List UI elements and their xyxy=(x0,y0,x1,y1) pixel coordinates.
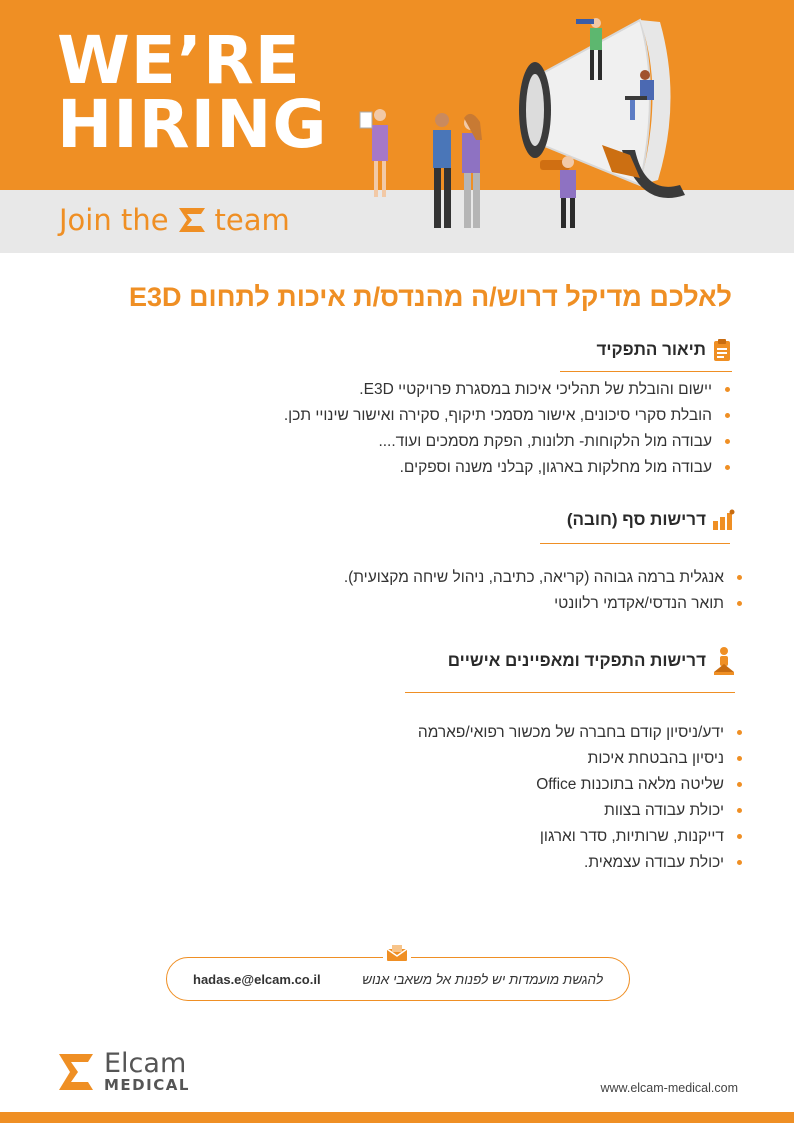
list-item: אנגלית ברמה גבוהה (קריאה, כתיבה, ניהול שיחה מקצועית). xyxy=(264,568,744,587)
list-item: יכולת עבודה בצוות xyxy=(264,801,744,820)
list-item: ידע/ניסיון קודם בחברה של מכשור רפואי/פארמה xyxy=(264,723,744,742)
role-description-list xyxy=(262,380,732,484)
list-item: שליטה מלאה בתוכנות Office xyxy=(264,775,744,794)
megaphone-team-illustration xyxy=(340,0,794,253)
elcam-e-icon xyxy=(177,205,207,235)
contact-text: להגשת מועמדות יש לפנות אל משאבי אנוש xyxy=(362,971,603,987)
section-divider xyxy=(560,371,732,372)
hiring-headline xyxy=(57,22,328,163)
list-item: ניסיון בהבטחת איכות xyxy=(264,749,744,768)
list-item: דייקנות, שרותיות, סדר וארגון xyxy=(264,827,744,846)
list-item: הובלת סקרי סיכונים, אישור מסמכי תיקוף, סקירה ואישור שינויי תכן. xyxy=(262,406,732,425)
headline-line-2: HIRING xyxy=(57,86,328,163)
list-item: עבודה מול מחלקות בארגון, קבלני משנה וספקים. xyxy=(262,458,732,477)
role-description-title: תיאור התפקיד xyxy=(596,340,706,359)
list-item: יכולת עבודה עצמאית. xyxy=(264,853,744,872)
list-item: יישום והובלת של תהליכי איכות במסגרת פרויקטיי E3D. xyxy=(262,380,732,399)
requirements-heading xyxy=(567,509,736,531)
bottom-accent-bar xyxy=(0,1112,794,1123)
logo-sub: MEDICAL xyxy=(104,1076,190,1094)
elcam-medical-logo xyxy=(57,1048,190,1094)
role-description-heading xyxy=(597,338,733,362)
person-icon xyxy=(712,646,736,676)
contact-email-link[interactable]: hadas.e@elcam.co.il xyxy=(193,971,321,987)
section-divider xyxy=(405,692,735,693)
job-title: לאלכם מדיקל דרוש/ה מהנדס/ת איכות לתחום E3D xyxy=(129,282,732,312)
growth-chart-icon xyxy=(712,509,736,531)
join-the-team-tagline xyxy=(59,202,290,238)
logo-name: Elcam xyxy=(104,1048,187,1079)
website-link[interactable]: www.elcam-medical.com xyxy=(600,1081,738,1095)
list-item: תואר הנדסי/אקדמי רלוונטי xyxy=(264,594,744,613)
hiring-banner xyxy=(0,0,794,253)
join-text: Join the xyxy=(59,203,169,237)
elcam-logo-icon xyxy=(57,1051,97,1093)
personal-traits-heading xyxy=(448,646,736,676)
personal-traits-title: דרישות התפקיד ומאפיינים אישיים xyxy=(447,651,706,670)
list-item: עבודה מול הלקוחות- תלונות, הפקת מסמכים ועוד.... xyxy=(262,432,732,451)
requirements-list xyxy=(264,568,744,620)
headline-line-1: WE’RE xyxy=(57,22,301,99)
envelope-badge xyxy=(383,941,411,965)
envelope-icon xyxy=(386,944,408,962)
personal-traits-list xyxy=(264,723,744,879)
team-text: team xyxy=(214,203,290,237)
clipboard-icon xyxy=(712,338,732,362)
section-divider xyxy=(540,543,730,544)
requirements-title: דרישות סף (חובה) xyxy=(566,510,706,529)
